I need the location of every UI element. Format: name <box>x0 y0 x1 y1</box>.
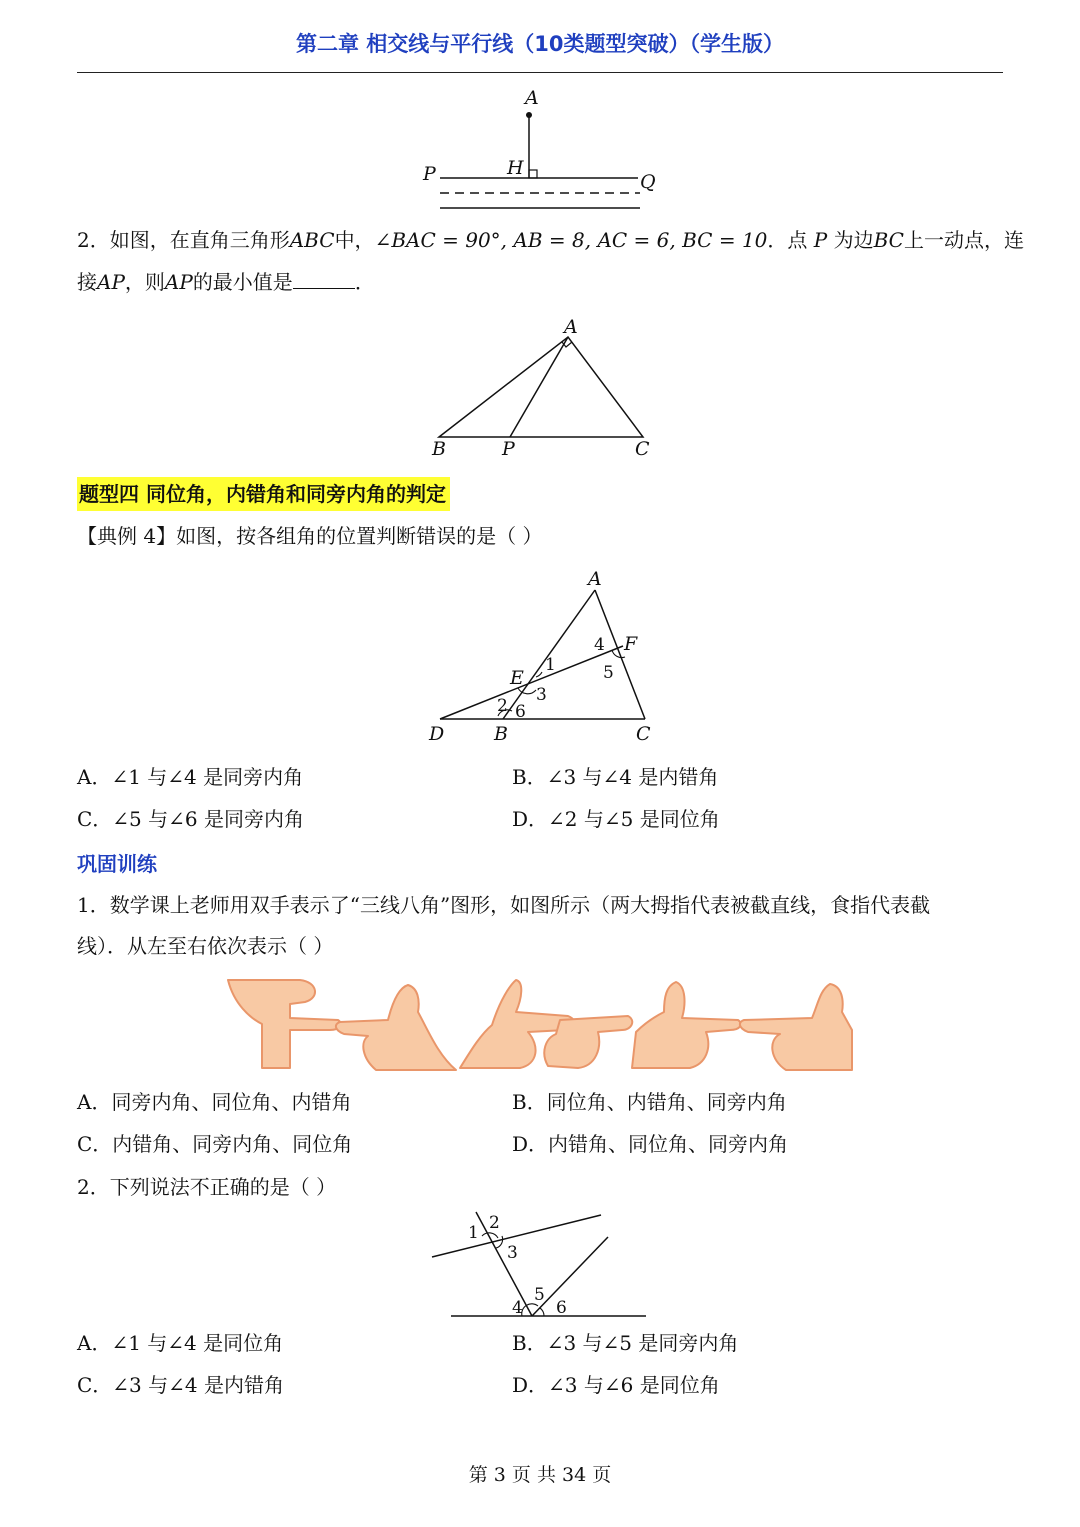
hands-illustration <box>225 975 855 1075</box>
q2-bc: BC <box>873 228 904 252</box>
q2-condition: ∠BAC = 90°, AB = 8, AC = 6, BC = 10 <box>374 228 768 252</box>
angle-3: 3 <box>507 1243 518 1263</box>
q2-ap: AP <box>164 270 193 294</box>
figure-perpendicular <box>420 84 670 214</box>
q2-text: ．点 <box>767 228 814 252</box>
hand-1-left <box>228 980 341 1068</box>
angle-6: 6 <box>515 702 526 722</box>
p2-option-d[interactable]: D．∠3 与∠6 是同位角 <box>512 1373 720 1397</box>
angle-2: 2 <box>489 1213 500 1233</box>
angle-5: 5 <box>603 663 614 683</box>
page-footer: 第 3 页 共 34 页 <box>468 1464 612 1486</box>
q2-text: ，则 <box>124 270 165 294</box>
label-p: P <box>502 438 515 460</box>
q2-text: ． <box>354 270 375 294</box>
q2-ap: AP <box>97 270 125 294</box>
hand-1-right <box>336 985 456 1070</box>
angle-1: 1 <box>468 1223 479 1243</box>
q2-text: 2．如图，在直角三角形 <box>77 228 290 252</box>
q2-text: 接 <box>77 270 97 294</box>
q2-p: P <box>813 228 828 252</box>
ex4-option-b[interactable]: B．∠3 与∠4 是内错角 <box>512 765 719 789</box>
p2-option-b[interactable]: B．∠3 与∠5 是同旁内角 <box>512 1331 739 1355</box>
triangle-abc <box>439 337 643 437</box>
q2-text: 为边 <box>827 228 874 252</box>
p2-option-a[interactable]: A．∠1 与∠4 是同位角 <box>77 1331 284 1355</box>
figure-triangle-abc <box>425 315 665 460</box>
angle-3: 3 <box>536 685 547 705</box>
p1-option-c[interactable]: C．内错角、同旁内角、同位角 <box>77 1132 353 1156</box>
p2-option-c[interactable]: C．∠3 与∠4 是内错角 <box>77 1373 284 1397</box>
p1-option-a[interactable]: A．同旁内角、同位角、内错角 <box>77 1090 352 1114</box>
q2-text: 上一动点，连 <box>903 228 1024 252</box>
ex4-option-d[interactable]: D．∠2 与∠5 是同位角 <box>512 807 720 831</box>
label-q: Q <box>640 171 656 193</box>
label-a: A <box>525 87 539 109</box>
answer-blank[interactable] <box>293 270 355 289</box>
section-heading: 题型四 同位角，内错角和同旁内角的判定 <box>77 477 450 511</box>
label-c: C <box>636 723 651 745</box>
arc-angle-3 <box>496 1236 503 1248</box>
header-divider <box>77 72 1003 73</box>
figure-angles-p2 <box>425 1205 655 1325</box>
label-p: P <box>423 163 436 185</box>
p1-line1: 1．数学课上老师用双手表示了“三线八角”图形，如图所示（两大拇指代表被截直线，食指代表截 <box>77 893 931 917</box>
angle-4: 4 <box>594 635 605 655</box>
label-h: H <box>507 157 524 179</box>
label-a: A <box>588 568 602 590</box>
angle-2: 2 <box>497 696 508 716</box>
label-b: B <box>494 723 508 745</box>
arc-angle-4-5 <box>522 1304 538 1316</box>
q2-abc: ABC <box>289 228 335 252</box>
ex4-option-c[interactable]: C．∠5 与∠6 是同旁内角 <box>77 807 304 831</box>
arc-angle-6 <box>540 1308 544 1316</box>
right-angle-mark <box>529 170 537 178</box>
p1-option-d[interactable]: D．内错角、同位角、同旁内角 <box>512 1132 789 1156</box>
label-a: A <box>564 316 578 338</box>
angle-4: 4 <box>512 1298 523 1318</box>
p1-line2: 线）．从左至右依次表示（ ） <box>77 934 334 958</box>
page-header-title: 第二章 相交线与平行线（10类题型突破）（学生版） <box>295 32 785 56</box>
ex4-option-a[interactable]: A．∠1 与∠4 是同旁内角 <box>77 765 304 789</box>
segment-ap <box>510 337 568 437</box>
label-b: B <box>432 438 446 460</box>
figure-angles-1-6 <box>425 565 665 750</box>
line-df <box>440 646 623 719</box>
angle-1: 1 <box>545 655 556 675</box>
q2-line1 <box>77 226 1024 254</box>
point-a <box>526 112 532 118</box>
practice-heading: 巩固训练 <box>77 852 157 876</box>
q2-text: 的最小值是 <box>192 270 293 294</box>
angle-6: 6 <box>556 1298 567 1318</box>
hand-3-right <box>740 984 852 1070</box>
p2-stem: 2．下列说法不正确的是（ ） <box>77 1175 337 1199</box>
p1-option-b[interactable]: B．同位角、内错角、同旁内角 <box>512 1090 787 1114</box>
label-e: E <box>510 667 524 689</box>
transversal <box>476 1212 532 1316</box>
q2-line2 <box>77 268 375 296</box>
label-c: C <box>635 438 650 460</box>
hand-3-left <box>632 982 741 1068</box>
label-d: D <box>429 723 445 745</box>
example-4-stem: 【典例 4】如图，按各组角的位置判断错误的是（ ） <box>77 524 543 548</box>
label-f: F <box>624 633 638 655</box>
angle-5: 5 <box>534 1285 545 1305</box>
q2-text: 中， <box>334 228 375 252</box>
